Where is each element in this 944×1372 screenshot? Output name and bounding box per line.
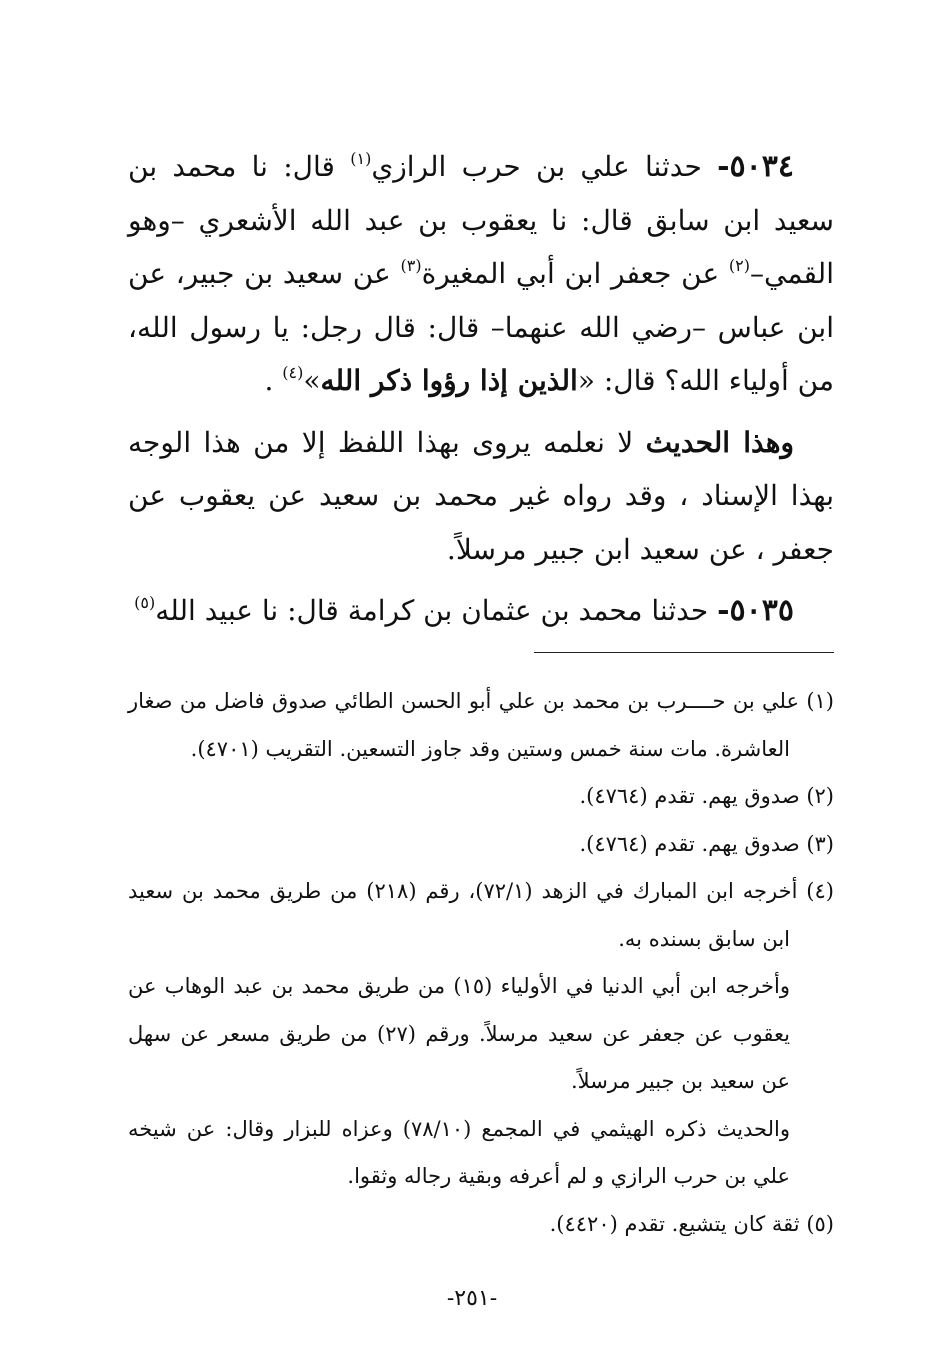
main-text <box>128 140 834 638</box>
hadith-text: حدثنا علي بن حرب الرازي <box>371 150 702 183</box>
footnote-3: (٣) صدوق يهم. تقدم (٤٧٦٤). <box>579 831 834 856</box>
hadith-number: ٥٠٣٥- <box>717 593 794 628</box>
footnote-2: (٢) صدوق يهم. تقدم (٤٧٦٤). <box>579 784 834 808</box>
commentary <box>128 416 834 577</box>
footnotes <box>128 678 834 1248</box>
footnote-ref: (٣) <box>400 256 422 275</box>
page-number: -٢٥١- <box>446 1286 498 1311</box>
page <box>128 140 834 1340</box>
footnote-5: (٥) ثقة كان يتشيع. تقدم (٤٤٢٠). <box>549 1211 834 1236</box>
hadith-number: ٥٠٣٤- <box>717 149 794 184</box>
footnote-ref: (٥) <box>134 593 156 612</box>
hadith-text: عن سعيد بن جبير، عن ابن عباس –رضي الله عنهما– قال: قال رجل: يا رسول الله، من أولياء الله؟ قال: « <box>128 257 834 397</box>
hadith-text: . <box>264 364 274 397</box>
hadith-text: قال: نا محمد بن سعيد ابن سابق قال: نا يعقوب بن عبد الله الأشعري –وهو القمي– <box>128 150 834 290</box>
prophetic-quote: الذين إذا رؤوا ذكر الله <box>320 364 578 397</box>
hadith-text: عن جعفر ابن أبي المغيرة <box>421 257 720 290</box>
hadith-5034 <box>128 140 834 408</box>
commentary-text: لا نعلمه يروى بهذا اللفظ إلا من هذا الوجه بهذا الإسناد ، وقد رواه غير محمد بن سعيد عن يعقوب عن جعفر ، عن سعيد ابن جبير مرسلاً. <box>128 425 834 566</box>
footnote-1: (١) علي بن حــــرب بن محمد بن علي أبو الحسن الطائي صدوق فاضل من صغار العاشرة. مات سنة خمس وستين وقد جاوز التسعين. التقريب (٤٧٠١). <box>128 689 834 761</box>
footnote-4-continued: والحديث ذكره الهيثمي في المجمع (٧٨/١٠) وعزاه للبزار وقال: عن شيخه علي بن حرب الرازي و لم أعرفه وبقية رجاله وثقوا. <box>128 1116 790 1188</box>
hadith-text: حدثنا محمد بن عثمان بن كرامة قال: نا عبيد الله <box>155 594 709 627</box>
commentary-lead: وهذا الحديث <box>645 425 794 459</box>
footnote-ref: (٤) <box>282 363 304 382</box>
hadith-text: » <box>303 364 321 397</box>
footnote-ref: (١) <box>350 149 372 168</box>
hadith-5035 <box>128 584 834 638</box>
footnote-ref: (٢) <box>728 256 750 275</box>
footnote-divider <box>534 652 834 653</box>
footnote-4: (٤) أخرجه ابن المبارك في الزهد (٧٢/١)، رقم (٢١٨) من طريق محمد بن سعيد ابن سابق بسنده به. <box>128 879 834 951</box>
footnote-4-continued: وأخرجه ابن أبي الدنيا في الأولياء (١٥) من طريق محمد بن عبد الوهاب عن يعقوب عن جعفر عن سعيد مرسلاً. ورقم (٢٧) من طريق مسعر عن سهل عن سعيد بن جبير مرسلاً. <box>128 974 791 1093</box>
